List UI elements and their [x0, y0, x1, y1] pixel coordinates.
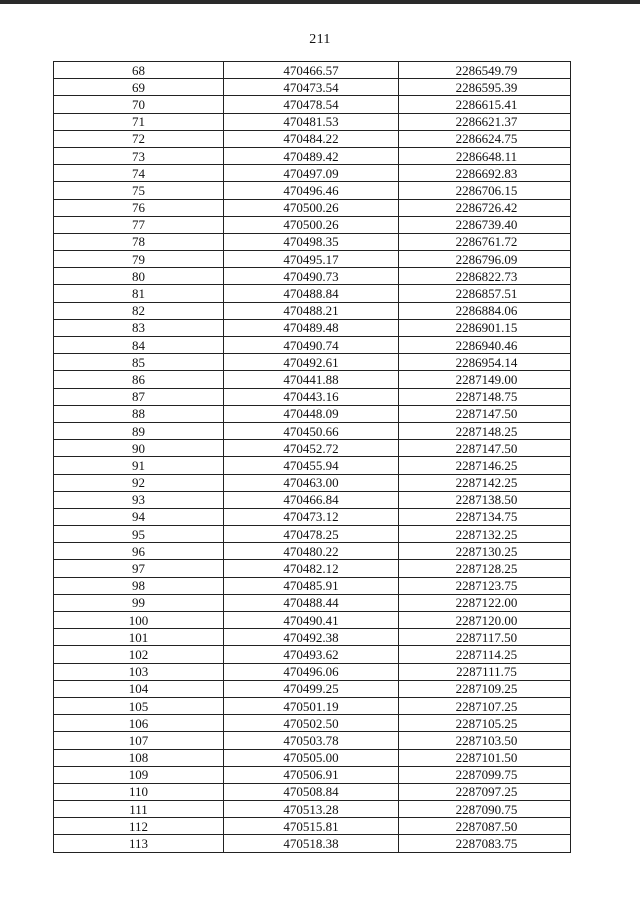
- point-number-cell: 73: [54, 147, 224, 164]
- table-row: [54, 130, 571, 147]
- x-coordinate-cell: 470502.50: [224, 715, 399, 732]
- x-coordinate-cell: 470473.54: [224, 79, 399, 96]
- x-coordinate-cell: 470466.84: [224, 491, 399, 508]
- table-row: [54, 371, 571, 388]
- point-number-cell: 105: [54, 697, 224, 714]
- x-coordinate-cell: 470500.26: [224, 216, 399, 233]
- x-coordinate-cell: 470501.19: [224, 697, 399, 714]
- y-coordinate-cell: 2287132.25: [399, 526, 571, 543]
- point-number-cell: 96: [54, 543, 224, 560]
- x-coordinate-cell: 470488.21: [224, 302, 399, 319]
- point-number-cell: 104: [54, 680, 224, 697]
- x-coordinate-cell: 470515.81: [224, 818, 399, 835]
- table-row: [54, 302, 571, 319]
- point-number-cell: 106: [54, 715, 224, 732]
- y-coordinate-cell: 2287147.50: [399, 440, 571, 457]
- x-coordinate-cell: 470499.25: [224, 680, 399, 697]
- point-number-cell: 77: [54, 216, 224, 233]
- y-coordinate-cell: 2286796.09: [399, 251, 571, 268]
- y-coordinate-cell: 2286940.46: [399, 337, 571, 354]
- table-row: [54, 594, 571, 611]
- x-coordinate-cell: 470455.94: [224, 457, 399, 474]
- y-coordinate-cell: 2286822.73: [399, 268, 571, 285]
- y-coordinate-cell: 2287090.75: [399, 801, 571, 818]
- x-coordinate-cell: 470508.84: [224, 783, 399, 800]
- point-number-cell: 81: [54, 285, 224, 302]
- y-coordinate-cell: 2287099.75: [399, 766, 571, 783]
- coordinates-table: [53, 61, 571, 853]
- point-number-cell: 83: [54, 319, 224, 336]
- point-number-cell: 78: [54, 233, 224, 250]
- x-coordinate-cell: 470498.35: [224, 233, 399, 250]
- table-row: [54, 801, 571, 818]
- table-row: [54, 697, 571, 714]
- x-coordinate-cell: 470466.57: [224, 62, 399, 79]
- y-coordinate-cell: 2286549.79: [399, 62, 571, 79]
- y-coordinate-cell: 2286884.06: [399, 302, 571, 319]
- table-row: [54, 147, 571, 164]
- x-coordinate-cell: 470463.00: [224, 474, 399, 491]
- table-row: [54, 182, 571, 199]
- table-row: [54, 354, 571, 371]
- x-coordinate-cell: 470492.61: [224, 354, 399, 371]
- y-coordinate-cell: 2287147.50: [399, 405, 571, 422]
- point-number-cell: 86: [54, 371, 224, 388]
- y-coordinate-cell: 2287148.25: [399, 422, 571, 439]
- y-coordinate-cell: 2287117.50: [399, 629, 571, 646]
- x-coordinate-cell: 470490.73: [224, 268, 399, 285]
- x-coordinate-cell: 470496.06: [224, 663, 399, 680]
- x-coordinate-cell: 470513.28: [224, 801, 399, 818]
- table-row: [54, 474, 571, 491]
- table-row: [54, 560, 571, 577]
- point-number-cell: 92: [54, 474, 224, 491]
- point-number-cell: 109: [54, 766, 224, 783]
- x-coordinate-cell: 470503.78: [224, 732, 399, 749]
- y-coordinate-cell: 2286706.15: [399, 182, 571, 199]
- y-coordinate-cell: 2286615.41: [399, 96, 571, 113]
- table-row: [54, 543, 571, 560]
- point-number-cell: 110: [54, 783, 224, 800]
- point-number-cell: 75: [54, 182, 224, 199]
- x-coordinate-cell: 470488.84: [224, 285, 399, 302]
- x-coordinate-cell: 470481.53: [224, 113, 399, 130]
- x-coordinate-cell: 470448.09: [224, 405, 399, 422]
- y-coordinate-cell: 2287130.25: [399, 543, 571, 560]
- table-row: [54, 680, 571, 697]
- table-row: [54, 732, 571, 749]
- table-row: [54, 216, 571, 233]
- y-coordinate-cell: 2287107.25: [399, 697, 571, 714]
- x-coordinate-cell: 470518.38: [224, 835, 399, 852]
- x-coordinate-cell: 470443.16: [224, 388, 399, 405]
- point-number-cell: 98: [54, 577, 224, 594]
- point-number-cell: 107: [54, 732, 224, 749]
- x-coordinate-cell: 470473.12: [224, 508, 399, 525]
- table-row: [54, 440, 571, 457]
- point-number-cell: 74: [54, 165, 224, 182]
- y-coordinate-cell: 2286901.15: [399, 319, 571, 336]
- table-row: [54, 835, 571, 852]
- x-coordinate-cell: 470452.72: [224, 440, 399, 457]
- point-number-cell: 68: [54, 62, 224, 79]
- y-coordinate-cell: 2286761.72: [399, 233, 571, 250]
- point-number-cell: 87: [54, 388, 224, 405]
- point-number-cell: 94: [54, 508, 224, 525]
- y-coordinate-cell: 2287101.50: [399, 749, 571, 766]
- table-row: [54, 199, 571, 216]
- y-coordinate-cell: 2287128.25: [399, 560, 571, 577]
- table-row: [54, 337, 571, 354]
- x-coordinate-cell: 470450.66: [224, 422, 399, 439]
- y-coordinate-cell: 2286857.51: [399, 285, 571, 302]
- point-number-cell: 90: [54, 440, 224, 457]
- point-number-cell: 79: [54, 251, 224, 268]
- point-number-cell: 99: [54, 594, 224, 611]
- table-body: [54, 62, 571, 853]
- table-row: [54, 818, 571, 835]
- point-number-cell: 93: [54, 491, 224, 508]
- point-number-cell: 102: [54, 646, 224, 663]
- y-coordinate-cell: 2286624.75: [399, 130, 571, 147]
- y-coordinate-cell: 2287146.25: [399, 457, 571, 474]
- x-coordinate-cell: 470500.26: [224, 199, 399, 216]
- x-coordinate-cell: 470482.12: [224, 560, 399, 577]
- y-coordinate-cell: 2286739.40: [399, 216, 571, 233]
- y-coordinate-cell: 2287097.25: [399, 783, 571, 800]
- point-number-cell: 91: [54, 457, 224, 474]
- y-coordinate-cell: 2286726.42: [399, 199, 571, 216]
- table-row: [54, 233, 571, 250]
- y-coordinate-cell: 2287103.50: [399, 732, 571, 749]
- y-coordinate-cell: 2286692.83: [399, 165, 571, 182]
- y-coordinate-cell: 2286648.11: [399, 147, 571, 164]
- point-number-cell: 88: [54, 405, 224, 422]
- y-coordinate-cell: 2287120.00: [399, 612, 571, 629]
- y-coordinate-cell: 2287138.50: [399, 491, 571, 508]
- x-coordinate-cell: 470489.42: [224, 147, 399, 164]
- x-coordinate-cell: 470506.91: [224, 766, 399, 783]
- x-coordinate-cell: 470489.48: [224, 319, 399, 336]
- top-border-line: [0, 0, 640, 4]
- table-row: [54, 113, 571, 130]
- y-coordinate-cell: 2287083.75: [399, 835, 571, 852]
- y-coordinate-cell: 2287114.25: [399, 646, 571, 663]
- table-row: [54, 388, 571, 405]
- y-coordinate-cell: 2286595.39: [399, 79, 571, 96]
- x-coordinate-cell: 470488.44: [224, 594, 399, 611]
- x-coordinate-cell: 470495.17: [224, 251, 399, 268]
- point-number-cell: 80: [54, 268, 224, 285]
- y-coordinate-cell: 2287122.00: [399, 594, 571, 611]
- point-number-cell: 76: [54, 199, 224, 216]
- table-row: [54, 491, 571, 508]
- table-row: [54, 749, 571, 766]
- point-number-cell: 69: [54, 79, 224, 96]
- table-row: [54, 96, 571, 113]
- point-number-cell: 82: [54, 302, 224, 319]
- x-coordinate-cell: 470492.38: [224, 629, 399, 646]
- point-number-cell: 85: [54, 354, 224, 371]
- point-number-cell: 95: [54, 526, 224, 543]
- y-coordinate-cell: 2287149.00: [399, 371, 571, 388]
- table-row: [54, 405, 571, 422]
- point-number-cell: 101: [54, 629, 224, 646]
- y-coordinate-cell: 2287142.25: [399, 474, 571, 491]
- x-coordinate-cell: 470485.91: [224, 577, 399, 594]
- table-row: [54, 508, 571, 525]
- table-row: [54, 62, 571, 79]
- y-coordinate-cell: 2287123.75: [399, 577, 571, 594]
- y-coordinate-cell: 2286621.37: [399, 113, 571, 130]
- x-coordinate-cell: 470496.46: [224, 182, 399, 199]
- point-number-cell: 97: [54, 560, 224, 577]
- point-number-cell: 84: [54, 337, 224, 354]
- table-row: [54, 268, 571, 285]
- x-coordinate-cell: 470505.00: [224, 749, 399, 766]
- x-coordinate-cell: 470493.62: [224, 646, 399, 663]
- x-coordinate-cell: 470484.22: [224, 130, 399, 147]
- x-coordinate-cell: 470497.09: [224, 165, 399, 182]
- table-row: [54, 612, 571, 629]
- x-coordinate-cell: 470441.88: [224, 371, 399, 388]
- point-number-cell: 70: [54, 96, 224, 113]
- point-number-cell: 108: [54, 749, 224, 766]
- table-row: [54, 422, 571, 439]
- table-row: [54, 251, 571, 268]
- point-number-cell: 103: [54, 663, 224, 680]
- table-row: [54, 457, 571, 474]
- y-coordinate-cell: 2287105.25: [399, 715, 571, 732]
- y-coordinate-cell: 2287148.75: [399, 388, 571, 405]
- y-coordinate-cell: 2286954.14: [399, 354, 571, 371]
- point-number-cell: 89: [54, 422, 224, 439]
- page-number: 211: [309, 32, 331, 47]
- x-coordinate-cell: 470478.25: [224, 526, 399, 543]
- point-number-cell: 72: [54, 130, 224, 147]
- point-number-cell: 71: [54, 113, 224, 130]
- table-row: [54, 577, 571, 594]
- point-number-cell: 100: [54, 612, 224, 629]
- table-row: [54, 319, 571, 336]
- x-coordinate-cell: 470480.22: [224, 543, 399, 560]
- y-coordinate-cell: 2287111.75: [399, 663, 571, 680]
- table-row: [54, 79, 571, 96]
- table-row: [54, 766, 571, 783]
- table-row: [54, 715, 571, 732]
- x-coordinate-cell: 470490.74: [224, 337, 399, 354]
- point-number-cell: 112: [54, 818, 224, 835]
- table-row: [54, 526, 571, 543]
- table-row: [54, 165, 571, 182]
- table-row: [54, 629, 571, 646]
- x-coordinate-cell: 470478.54: [224, 96, 399, 113]
- table-row: [54, 285, 571, 302]
- table-row: [54, 663, 571, 680]
- y-coordinate-cell: 2287087.50: [399, 818, 571, 835]
- table-row: [54, 646, 571, 663]
- table-row: [54, 783, 571, 800]
- point-number-cell: 113: [54, 835, 224, 852]
- point-number-cell: 111: [54, 801, 224, 818]
- x-coordinate-cell: 470490.41: [224, 612, 399, 629]
- y-coordinate-cell: 2287134.75: [399, 508, 571, 525]
- y-coordinate-cell: 2287109.25: [399, 680, 571, 697]
